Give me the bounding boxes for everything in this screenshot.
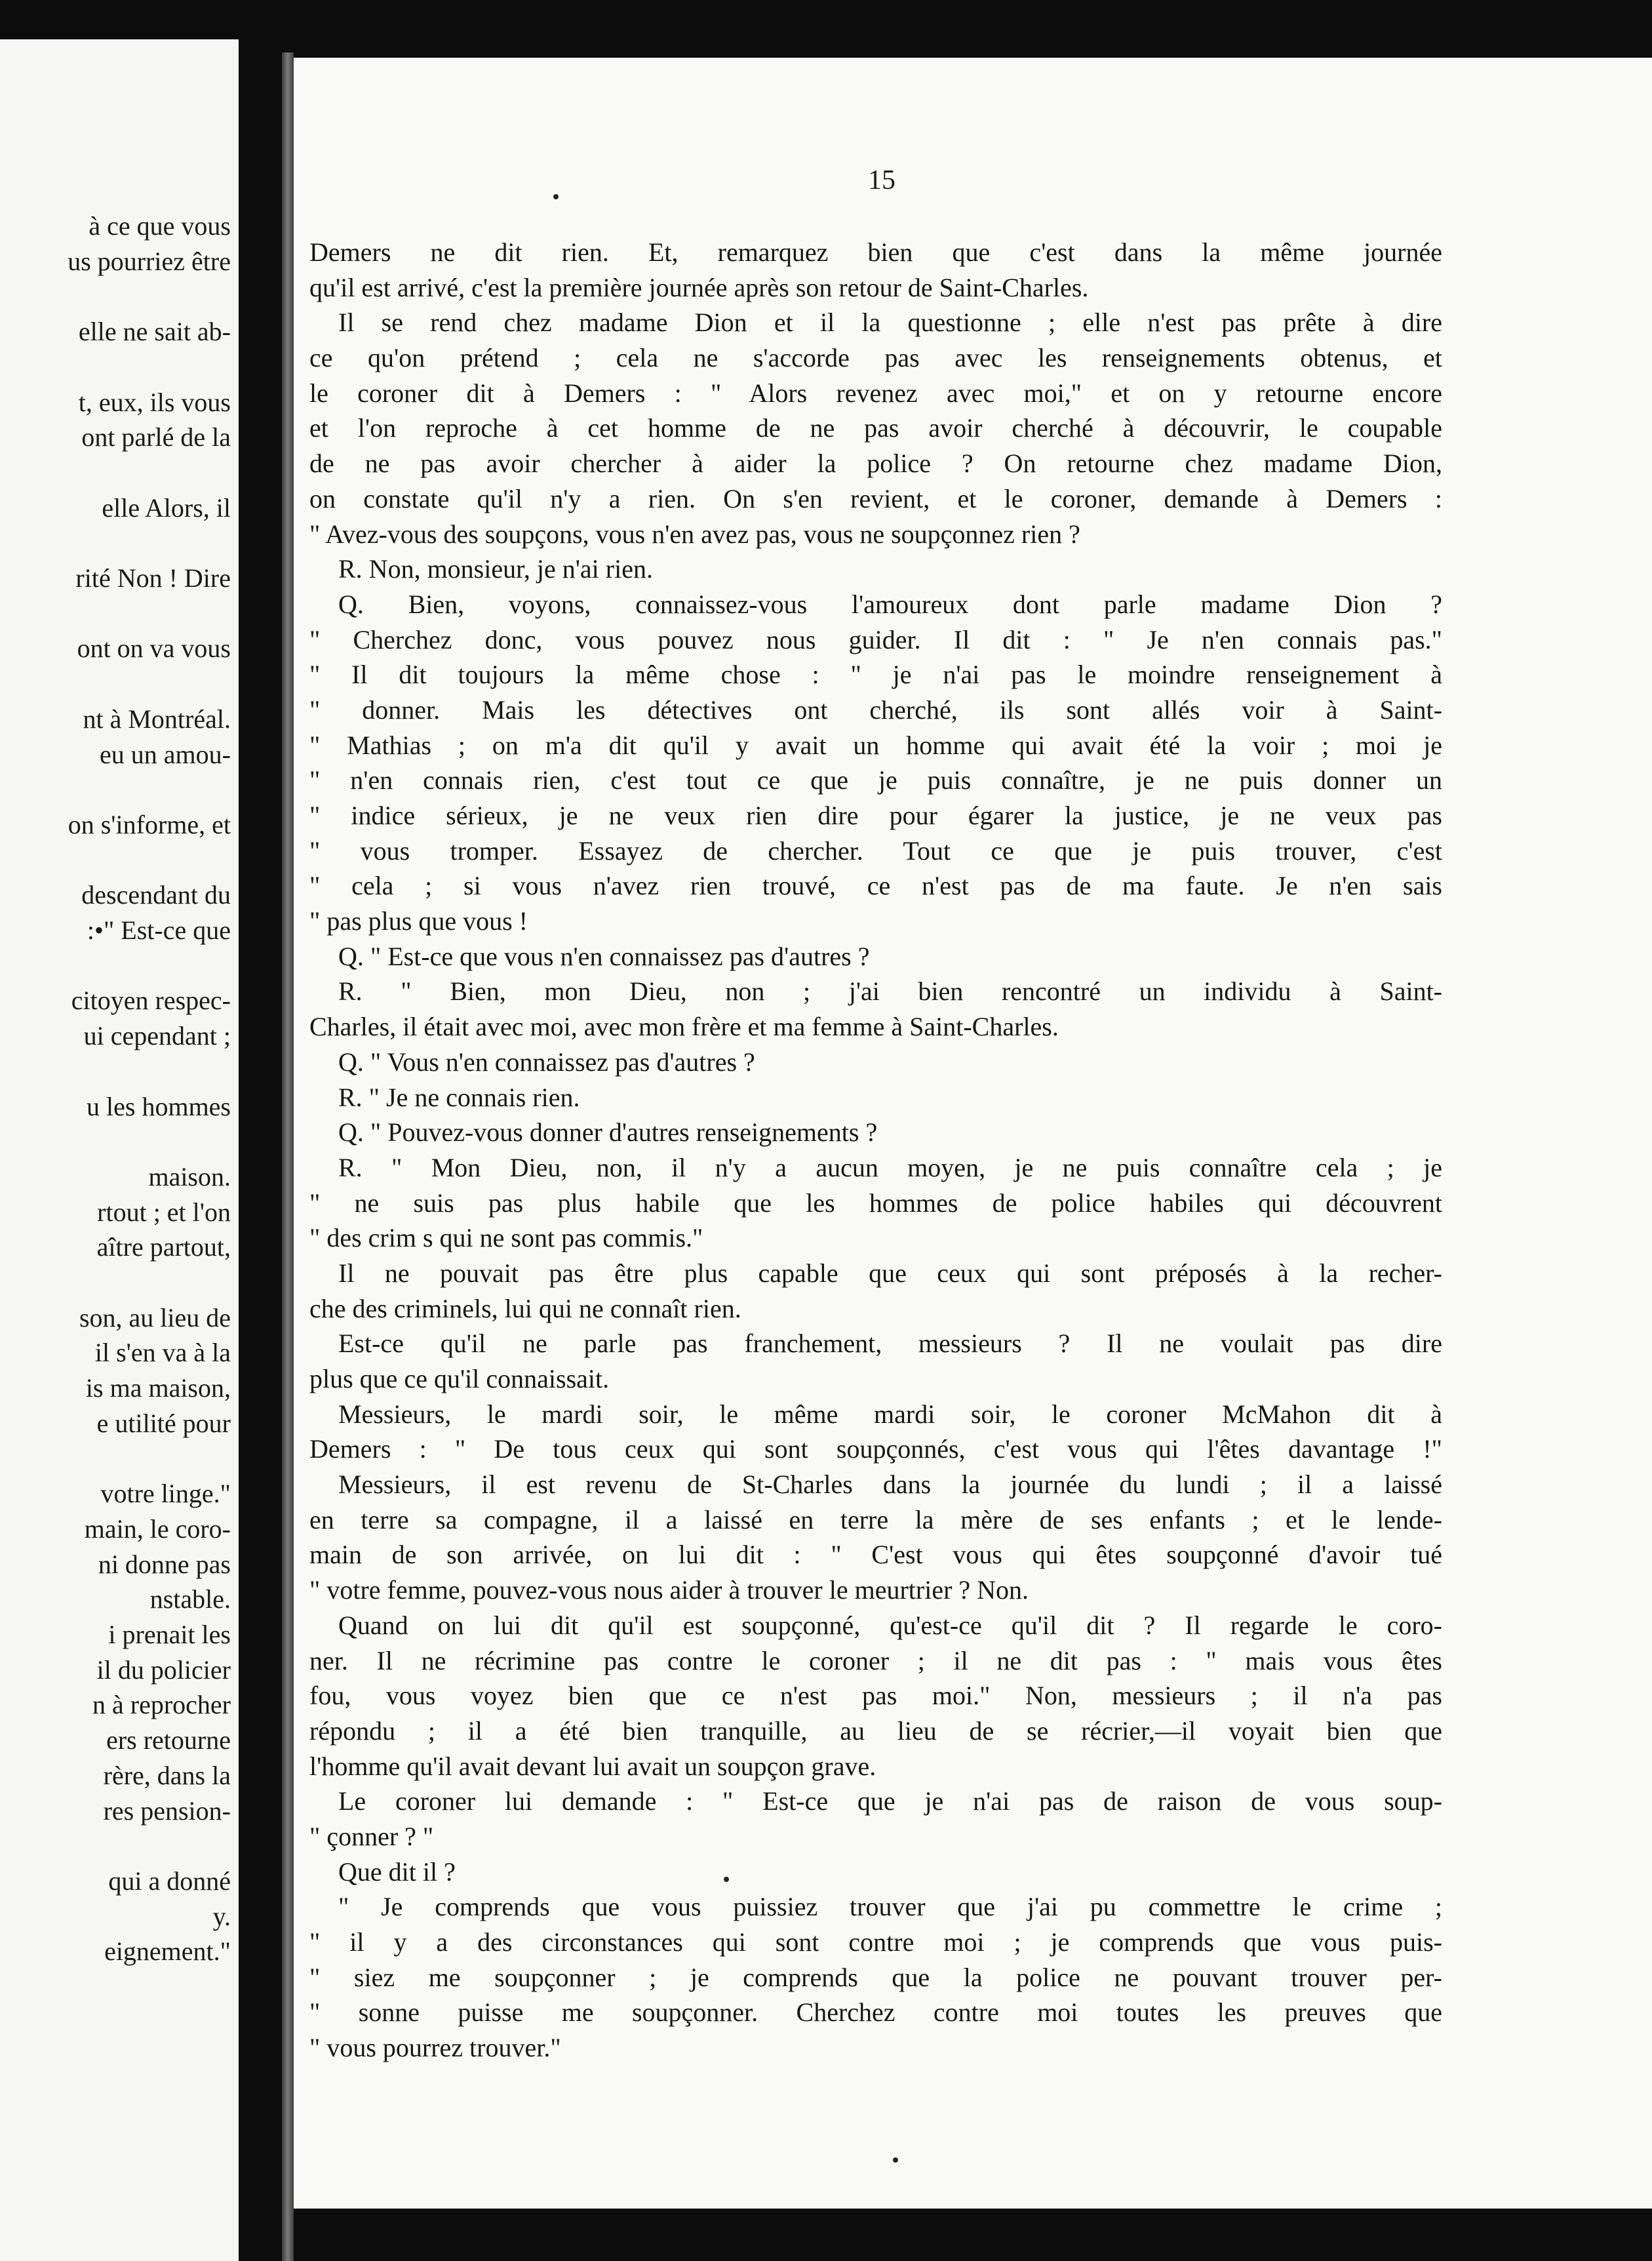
left-page-line: ers retourne <box>106 1725 231 1755</box>
left-page-line: t, eux, ils vous <box>78 387 231 417</box>
left-page-line: citoyen respec- <box>71 986 231 1016</box>
text-line: " votre femme, pouvez-vous nous aider à trouver le meurtrier ? Non. <box>309 1575 1029 1605</box>
body-text <box>309 235 1442 2066</box>
text-line: " n'en connais rien, c'est tout ce que je puis connaître, je ne puis donner un <box>309 765 1442 795</box>
left-page-line: qui a donné <box>108 1866 231 1896</box>
text-line: Q. Bien, voyons, connaissez-vous l'amoureux dont parle madame Dion ? <box>338 589 1442 619</box>
text-line: " vous pourrez trouver." <box>309 2033 561 2063</box>
text-line: Demers : " De tous ceux qui sont soupçonnés, c'est vous qui l'êtes davantage !" <box>309 1434 1442 1464</box>
text-line: Q. " Vous n'en connaissez pas d'autres ? <box>338 1047 755 1077</box>
text-line: " Cherchez donc, vous pouvez nous guider. Il dit : " Je n'en connais pas." <box>309 624 1442 654</box>
text-line: Que dit il ? <box>338 1856 456 1887</box>
text-line: " Mathias ; on m'a dit qu'il y avait un homme qui avait été la voir ; moi je <box>309 730 1442 760</box>
text-line: " des crim s qui ne sont pas commis." <box>309 1223 703 1253</box>
text-line: Est-ce qu'il ne parle pas franchement, messieurs ? Il ne voulait pas dire <box>338 1329 1442 1359</box>
ink-speck <box>893 2157 898 2163</box>
text-line: " indice sérieux, je ne veux rien dire pour égarer la justice, je ne veux pas <box>309 801 1442 830</box>
text-line: " Avez-vous des soupçons, vous n'en avez pas, vous ne soupçonnez rien ? <box>309 519 1080 549</box>
left-page-line: eu un amou- <box>100 739 231 769</box>
left-page-line: ui cependant ; <box>83 1021 231 1051</box>
text-line: Charles, il était avec moi, avec mon frère et ma femme à Saint-Charles. <box>309 1012 1059 1042</box>
left-page-line: à ce que vous <box>88 211 231 241</box>
left-page-line: y. <box>212 1901 231 1931</box>
text-line: Q. " Pouvez-vous donner d'autres renseignements ? <box>338 1117 878 1148</box>
page-number: 15 <box>868 165 895 195</box>
left-page-line: eignement." <box>104 1936 231 1967</box>
text-line: " sonne puisse me soupçonner. Cherchez contre moi toutes les preuves que <box>309 1997 1442 2028</box>
text-line: Il ne pouvait pas être plus capable que ceux qui sont préposés à la recher- <box>338 1258 1442 1288</box>
text-line: " il y a des circonstances qui sont contre moi ; je comprends que vous puis- <box>309 1927 1442 1957</box>
left-page-line: rité Non ! Dire <box>75 563 231 593</box>
left-page-line: e utilité pour <box>96 1408 231 1438</box>
left-page-line: il du policier <box>96 1654 231 1685</box>
left-page-line: on s'informe, et <box>68 809 231 839</box>
left-page-line: :•" Est-ce que <box>87 915 231 945</box>
text-line: de ne pas avoir chercher à aider la police ? On retourne chez madame Dion, <box>309 449 1442 479</box>
left-page-line: is ma maison, <box>85 1373 231 1403</box>
text-line: l'homme qu'il avait devant lui avait un soupçon grave. <box>309 1751 876 1781</box>
left-page-line: elle Alors, il <box>102 492 231 523</box>
text-line: qu'il est arrivé, c'est la première journée après son retour de Saint-Charles. <box>309 272 1089 302</box>
text-line: " vous tromper. Essayez de chercher. Tout ce que je puis trouver, c'est <box>309 835 1442 866</box>
text-line: en terre sa compagne, il a laissé en terre la mère de ses enfants ; et le lende- <box>309 1504 1442 1534</box>
text-line: Il se rend chez madame Dion et il la questionne ; elle n'est pas prête à dire <box>338 308 1442 338</box>
left-page-line: rtout ; et l'on <box>97 1197 231 1227</box>
text-line: on constate qu'il n'y a rien. On s'en revient, et le coroner, demande à Demers : <box>309 483 1442 513</box>
left-page-line: nt à Montréal. <box>83 704 231 734</box>
left-page-line: il s'en va à la <box>94 1338 231 1368</box>
left-page-line: maison. <box>148 1161 231 1191</box>
left-page-line: elle ne sait ab- <box>78 317 231 347</box>
left-page-line: res pension- <box>103 1795 231 1826</box>
text-line: Demers ne dit rien. Et, remarquez bien que c'est dans la même journée <box>309 237 1442 267</box>
left-page-line: u les hommes <box>87 1091 231 1121</box>
ink-speck <box>553 194 559 199</box>
left-page-line: rère, dans la <box>103 1760 231 1790</box>
left-page-line: ont on va vous <box>77 633 231 664</box>
text-line: plus que ce qu'il connaissait. <box>309 1364 610 1393</box>
text-line: Messieurs, il est revenu de St-Charles dans la journée du lundi ; il a laissé <box>338 1470 1442 1500</box>
text-line: che des criminels, lui qui ne connaît rien. <box>309 1293 741 1323</box>
text-line: Q. " Est-ce que vous n'en connaissez pas d'autres ? <box>338 941 870 971</box>
left-page-line: n à reprocher <box>92 1690 231 1720</box>
text-line: " cela ; si vous n'avez rien trouvé, ce n'est pas de ma faute. Je n'en sais <box>309 871 1442 901</box>
book-gutter <box>282 52 294 2261</box>
text-line: ce qu'on prétend ; cela ne s'accorde pas avec les renseignements obtenus, et <box>309 343 1442 373</box>
left-page-line: ni donne pas <box>98 1549 231 1579</box>
text-line: main de son arrivée, on lui dit : " C'est vous qui êtes soupçonné d'avoir tué <box>309 1540 1442 1570</box>
left-page <box>0 39 239 2261</box>
text-line: R. " Bien, mon Dieu, non ; j'ai bien rencontré un individu à Saint- <box>338 976 1442 1007</box>
left-page-line: nstable. <box>149 1584 231 1614</box>
text-line: répondu ; il a été bien tranquille, au lieu de se récrier,—il voyait bien que <box>309 1715 1442 1746</box>
text-line: " çonner ? " <box>309 1821 434 1851</box>
left-page-line: us pourriez être <box>68 246 231 276</box>
text-line: Quand on lui dit qu'il est soupçonné, qu'est-ce qu'il dit ? Il regarde le coro- <box>338 1610 1442 1640</box>
text-line: " donner. Mais les détectives ont cherché, ils sont allés voir à Saint- <box>309 694 1442 725</box>
left-page-line: descendant du <box>81 880 231 910</box>
text-line: " siez me soupçonner ; je comprends que la police ne pouvant trouver per- <box>309 1962 1442 1992</box>
text-line: " pas plus que vous ! <box>309 906 528 936</box>
text-line: " Je comprends que vous puissiez trouver que j'ai pu commettre le crime ; <box>338 1892 1442 1922</box>
text-line: Le coroner lui demande : " Est-ce que je n'ai pas de raison de vous soup- <box>338 1786 1442 1816</box>
left-page-line: i prenait les <box>108 1620 231 1649</box>
left-page-line: son, au lieu de <box>79 1302 231 1332</box>
left-page-line: votre linge." <box>100 1479 231 1509</box>
text-line: et l'on reproche à cet homme de ne pas avoir cherché à découvrir, le coupable <box>309 413 1442 443</box>
text-line: ner. Il ne récrimine pas contre le coroner ; il ne dit pas : " mais vous êtes <box>309 1645 1442 1675</box>
left-page-line: ont parlé de la <box>81 422 231 452</box>
left-page-line: main, le coro- <box>84 1513 231 1544</box>
text-line: fou, vous voyez bien que ce n'est pas moi." Non, messieurs ; il n'a pas <box>309 1681 1442 1711</box>
text-line: le coroner dit à Demers : " Alors revenez avec moi," et on y retourne encore <box>309 378 1442 408</box>
text-line: R. " Je ne connais rien. <box>338 1082 580 1112</box>
text-line: " ne suis pas plus habile que les hommes de police habiles qui découvrent <box>309 1188 1442 1218</box>
text-line: R. Non, monsieur, je n'ai rien. <box>338 554 653 584</box>
text-line: " Il dit toujours la même chose : " je n'ai pas le moindre renseignement à <box>309 660 1442 690</box>
left-page-line: aître partout, <box>96 1232 231 1262</box>
text-line: R. " Mon Dieu, non, il n'y a aucun moyen, je ne puis connaître cela ; je <box>338 1152 1442 1182</box>
text-line: Messieurs, le mardi soir, le même mardi soir, le coroner McMahon dit à <box>338 1399 1442 1429</box>
